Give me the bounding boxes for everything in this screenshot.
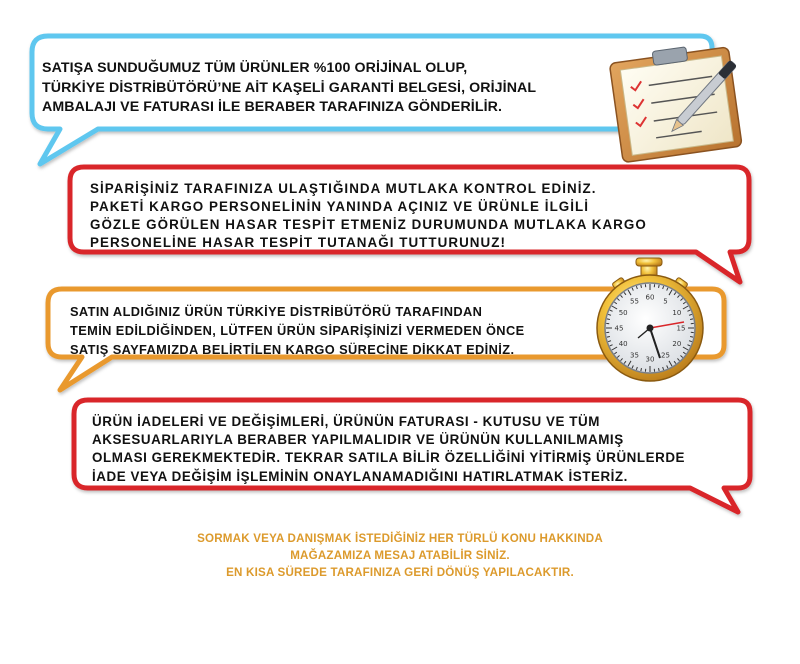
dial-tick — [659, 285, 660, 288]
notice-1-line: SATIŞA SUNDUĞUMUZ TÜM ÜRÜNLER %100 ORİJİNAL OLUP, — [42, 60, 468, 76]
dial-number: 15 — [676, 324, 686, 333]
dial-number: 55 — [630, 297, 639, 306]
footer-line: SORMAK VEYA DANIŞMAK İSTEDİĞİNİZ HER TÜRLÜ KONU HAKKINDA — [197, 532, 603, 545]
dial-tick — [607, 337, 610, 338]
notice-3-line: SATIŞ SAYFAMIZDA BELİRTİLEN KARGO SÜRECİNE DİKKAT EDİNİZ. — [70, 342, 515, 357]
dial-number: 35 — [630, 351, 639, 360]
dial-number: 30 — [645, 355, 655, 364]
notice-4-text — [92, 413, 685, 486]
notice-2-line: GÖZLE GÖRÜLEN HASAR TESPİT ETMENİZ DURUMUNDA MUTLAKA KARGO — [90, 217, 647, 232]
dial-tick — [690, 319, 693, 320]
dial-number: 5 — [663, 297, 668, 306]
footer-line: EN KISA SÜREDE TARAFINIZA GERİ DÖNÜŞ YAPILACAKTIR. — [226, 566, 574, 579]
dial-number: 25 — [661, 351, 670, 360]
notice-2-text — [90, 180, 647, 252]
notice-2-line: SİPARİŞİNİZ TARAFINIZA ULAŞTIĞINDA MUTLAKA KONTROL EDİNİZ. — [90, 181, 597, 196]
dial-tick — [641, 368, 642, 371]
notice-1-text — [42, 59, 536, 118]
dial-tick — [607, 319, 610, 320]
notice-2-line: PERSONELİNE HASAR TESPİT TUTANAĞI TUTTURUNUZ! — [90, 235, 506, 250]
dial-tick — [690, 337, 693, 338]
footer-line: MAĞAZAMIZA MESAJ ATABİLİR SİNİZ. — [290, 549, 510, 562]
dial-number: 20 — [672, 340, 682, 348]
notice-1-line: TÜRKİYE DİSTRİBÜTÖRÜ’NE AİT KAŞELİ GARANTİ BELGESİ, ORİJİNAL — [42, 79, 537, 96]
dial-number: 60 — [645, 293, 655, 302]
notice-3-text — [70, 302, 525, 359]
dial-tick — [659, 368, 660, 371]
dial-tick — [641, 285, 642, 288]
stopwatch-icon — [597, 258, 703, 381]
notice-3-line: TEMİN EDİLDİĞİNDEN, LÜTFEN ÜRÜN SİPARİŞİNİZİ VERMEDEN ÖNCE — [70, 323, 525, 338]
notice-4-line: OLMASI GEREKMEKTEDİR. TEKRAR SATILA BİLİR ÖZELLİĞİNİ YİTİRMİŞ ÜRÜNLERDE — [92, 450, 686, 466]
notice-3-line: SATIN ALDIĞINIZ ÜRÜN TÜRKİYE DİSTRİBÜTÖRÜ TARAFINDAN — [70, 304, 483, 319]
dial-number: 40 — [618, 340, 628, 348]
notice-4-line: İADE VEYA DEĞİŞİM İŞLEMİNİN ONAYLANAMADIĞINI HATIRLATMAK İSTERİZ. — [92, 468, 628, 484]
notice-4-line: ÜRÜN İADELERİ VE DEĞİŞİMLERİ, ÜRÜNÜN FATURASI - KUTUSU VE TÜM — [92, 414, 600, 429]
contact-footer — [0, 530, 800, 581]
notice-4-line: AKSESUARLARIYLA BERABER YAPILMALIDIR VE ÜRÜNÜN KULLANILMAMIŞ — [92, 432, 624, 448]
notice-1-line: AMBALAJI VE FATURASI İLE BERABER TARAFINIZA GÖNDERİLİR. — [42, 99, 503, 115]
notice-2-line: PAKETİ KARGO PERSONELİNİN YANINDA AÇINIZ VE ÜRÜNLE İLGİLİ — [90, 199, 590, 214]
dial-number: 50 — [618, 309, 628, 317]
dial-number: 10 — [672, 309, 682, 317]
dial-number: 45 — [614, 324, 624, 333]
